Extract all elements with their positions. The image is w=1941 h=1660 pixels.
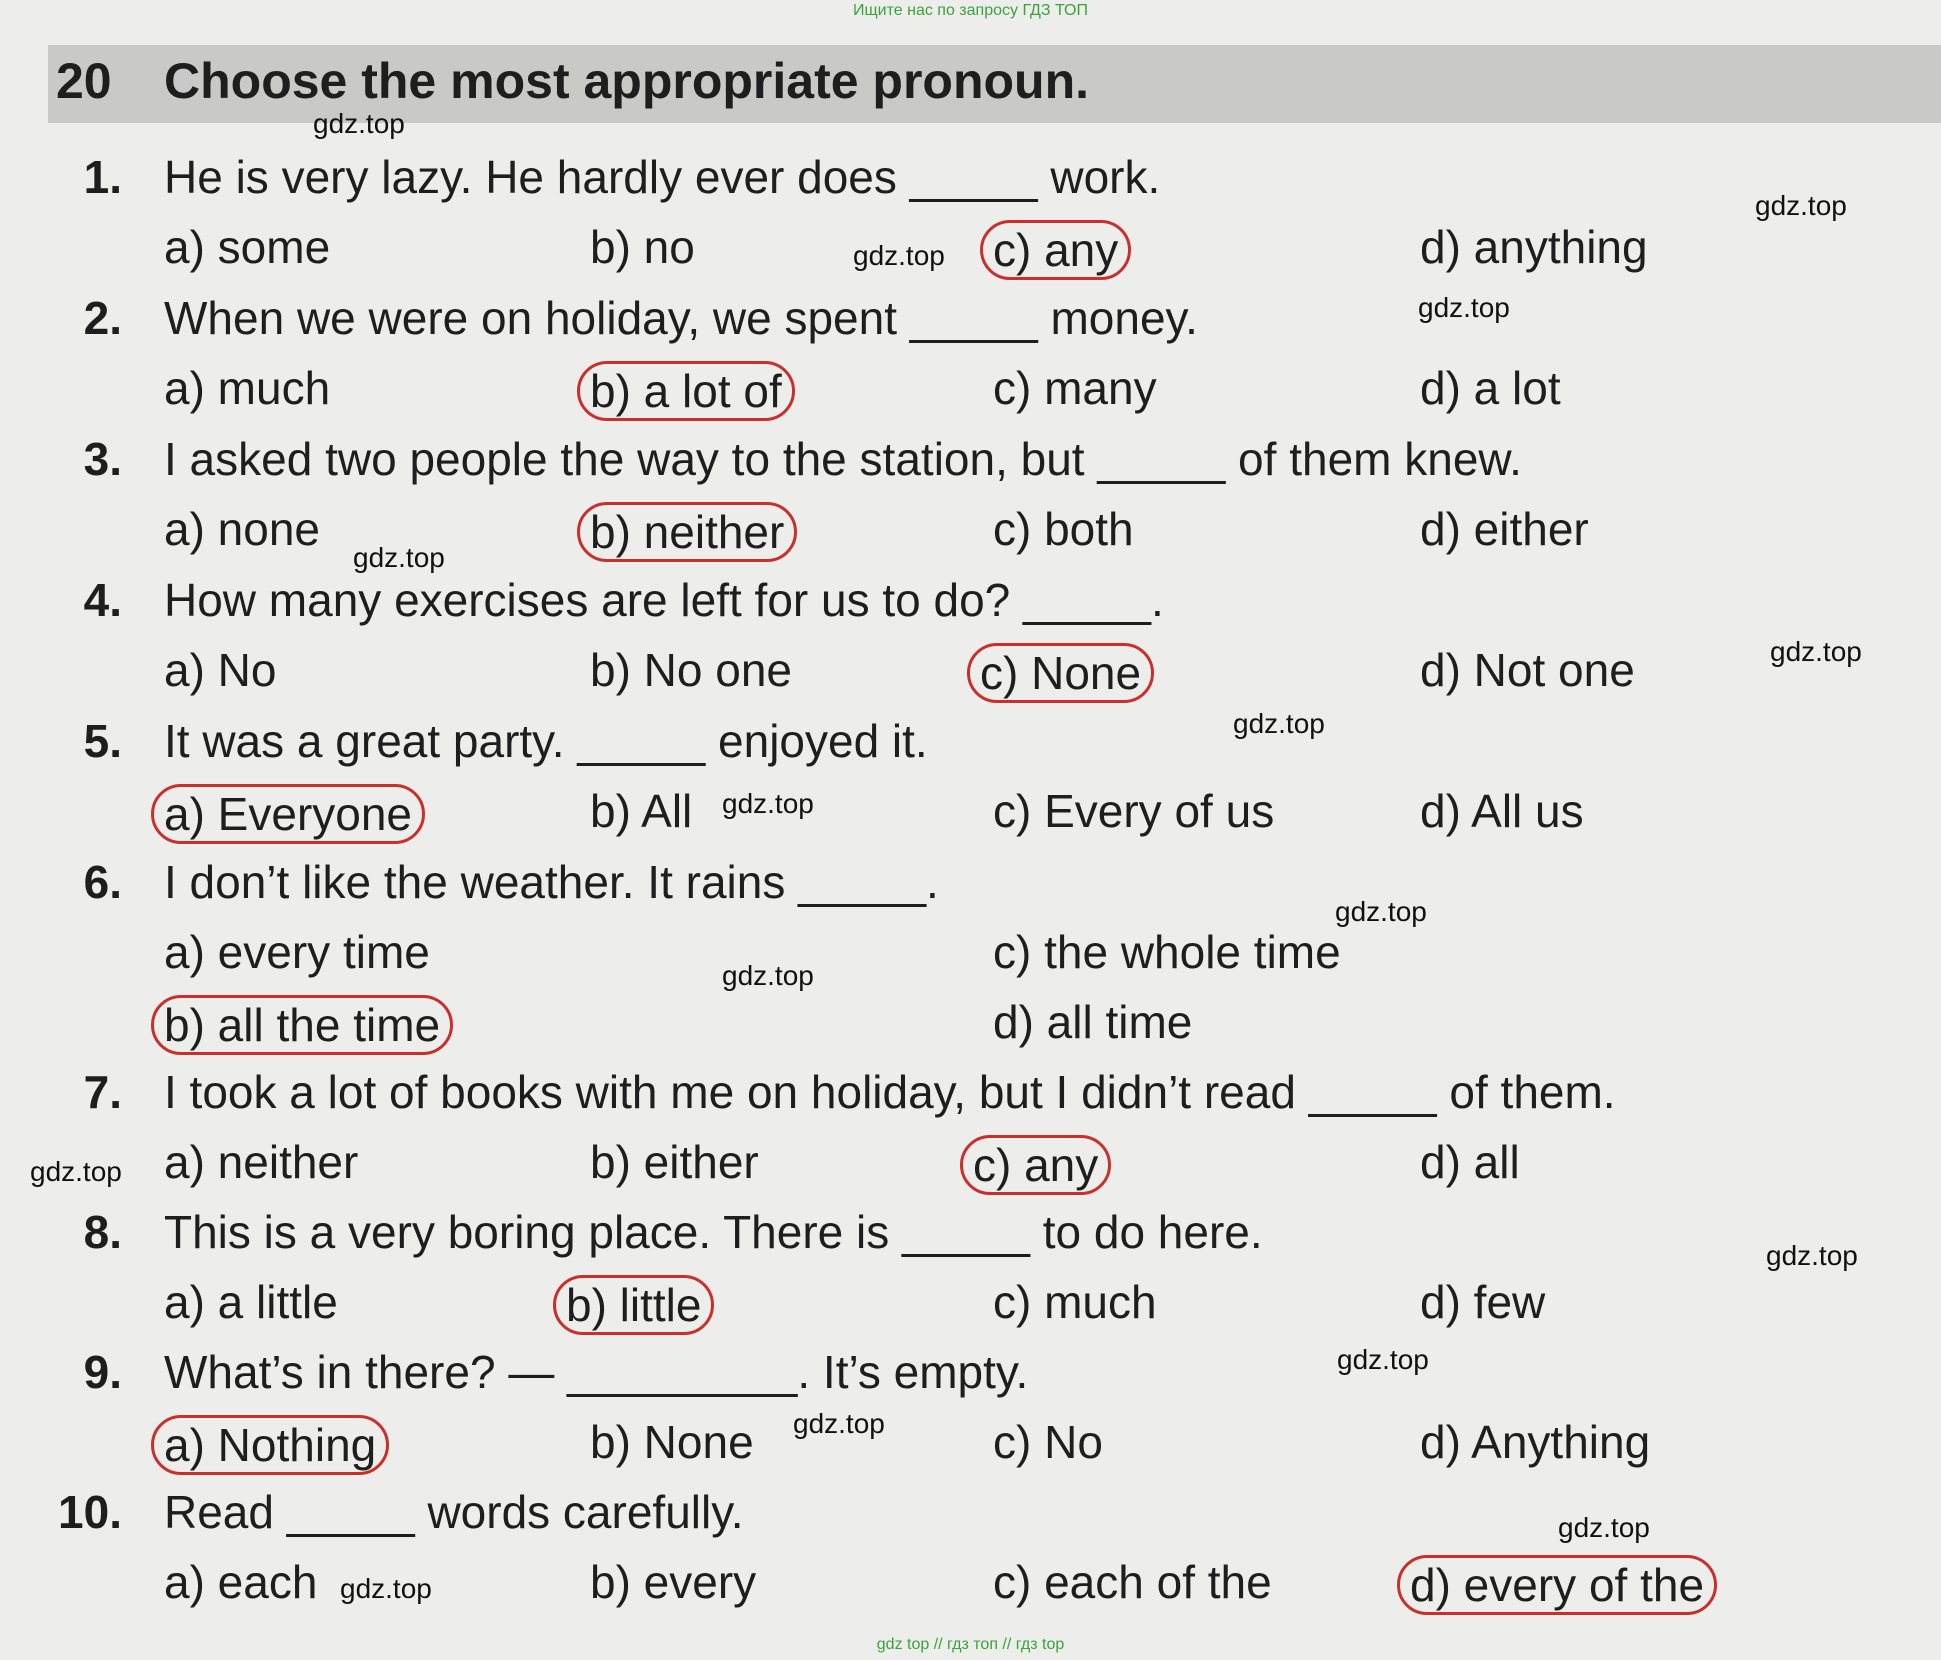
option-c[interactable]: c) Every of us	[993, 785, 1275, 837]
question-number: 10.	[58, 1486, 122, 1538]
question-number: 8.	[83, 1206, 122, 1258]
watermark: gdz.top	[1755, 190, 1847, 221]
option-a[interactable]: a) some	[164, 221, 331, 273]
option-a[interactable]: a) much	[164, 362, 331, 414]
option-c[interactable]: c) No	[993, 1416, 1103, 1468]
option-d[interactable]: d) All us	[1420, 785, 1584, 837]
watermark: gdz.top	[1337, 1344, 1429, 1375]
option-d[interactable]: d) Not one	[1420, 644, 1635, 696]
question-number: 7.	[83, 1066, 122, 1118]
watermark: gdz.top	[1558, 1512, 1650, 1543]
option-b[interactable]: b) None	[590, 1416, 754, 1468]
option-a[interactable]: a) every time	[164, 926, 430, 978]
option-a[interactable]: a) neither	[164, 1136, 359, 1188]
question-text: I took a lot of books with me on holiday, but I didn’t read _____ of them.	[164, 1066, 1616, 1118]
question-text: He is very lazy. He hardly ever does _____ work.	[164, 151, 1161, 203]
option-b-selected[interactable]: b) all the time	[151, 995, 453, 1055]
option-d[interactable]: d) all time	[993, 996, 1193, 1048]
question-number: 6.	[83, 856, 122, 908]
watermark: gdz.top	[853, 240, 945, 271]
option-d[interactable]: d) Anything	[1420, 1416, 1651, 1468]
option-a[interactable]: a) each	[164, 1556, 318, 1608]
watermark: gdz.top	[1766, 1240, 1858, 1271]
watermark: gdz.top	[313, 108, 405, 139]
exercise-title: Choose the most appropriate pronoun.	[164, 53, 1090, 109]
question-text: I asked two people the way to the station, but _____ of them knew.	[164, 433, 1522, 485]
option-d[interactable]: d) a lot	[1420, 362, 1561, 414]
question-number: 1.	[83, 151, 122, 203]
question-text: How many exercises are left for us to do? _____.	[164, 574, 1164, 626]
question-text: Read _____ words carefully.	[164, 1486, 744, 1538]
option-c-selected[interactable]: c) None	[967, 643, 1154, 703]
question-text: It was a great party. _____ enjoyed it.	[164, 715, 928, 767]
option-d-selected[interactable]: d) every of the	[1397, 1555, 1717, 1615]
option-d[interactable]: d) either	[1420, 503, 1589, 555]
option-c[interactable]: c) both	[993, 503, 1134, 555]
watermark: gdz.top	[793, 1408, 885, 1439]
option-a[interactable]: a) a little	[164, 1276, 338, 1328]
option-d[interactable]: d) few	[1420, 1276, 1546, 1328]
question-text: What’s in there? — _________. It’s empty.	[164, 1346, 1029, 1398]
option-a-selected[interactable]: a) Everyone	[151, 784, 425, 844]
watermark: gdz.top	[1770, 636, 1862, 667]
watermark: gdz.top	[1418, 292, 1510, 323]
question-number: 3.	[83, 433, 122, 485]
option-b[interactable]: b) No one	[590, 644, 793, 696]
question-text: When we were on holiday, we spent _____ money.	[164, 292, 1198, 344]
option-a[interactable]: a) No	[164, 644, 277, 696]
option-c-selected[interactable]: c) any	[980, 220, 1131, 280]
exercise-number: 20	[56, 53, 112, 109]
option-c[interactable]: c) each of the	[993, 1556, 1272, 1608]
site-note-top: Ищите нас по запросу ГДЗ ТОП	[853, 2, 1088, 19]
watermark: gdz.top	[1335, 896, 1427, 927]
watermark: gdz.top	[1233, 708, 1325, 739]
question-number: 2.	[83, 292, 122, 344]
question-number: 5.	[83, 715, 122, 767]
option-a[interactable]: a) none	[164, 503, 321, 555]
option-b[interactable]: b) either	[590, 1136, 759, 1188]
option-b-selected[interactable]: b) little	[553, 1275, 714, 1335]
site-note-bottom: gdz top // гдз топ // гдз top	[876, 1636, 1065, 1653]
option-c[interactable]: c) the whole time	[993, 926, 1341, 978]
option-b[interactable]: b) All	[590, 785, 693, 837]
question-text: I don’t like the weather. It rains _____.	[164, 856, 939, 908]
question-number: 4.	[83, 574, 122, 626]
question-number: 9.	[83, 1346, 122, 1398]
option-b[interactable]: b) no	[590, 221, 695, 273]
option-b-selected[interactable]: b) a lot of	[577, 361, 795, 421]
option-b[interactable]: b) every	[590, 1556, 757, 1608]
option-c-selected[interactable]: c) any	[960, 1135, 1111, 1195]
option-a-selected[interactable]: a) Nothing	[151, 1415, 389, 1475]
question-text: This is a very boring place. There is _____ to do here.	[164, 1206, 1263, 1258]
watermark: gdz.top	[340, 1573, 432, 1604]
watermark: gdz.top	[722, 788, 814, 819]
option-d[interactable]: d) anything	[1420, 221, 1648, 273]
watermark: gdz.top	[353, 542, 445, 573]
option-c[interactable]: c) much	[993, 1276, 1157, 1328]
option-c[interactable]: c) many	[993, 362, 1157, 414]
option-b-selected[interactable]: b) neither	[577, 502, 797, 562]
watermark: gdz.top	[30, 1156, 122, 1187]
watermark: gdz.top	[722, 960, 814, 991]
option-d[interactable]: d) all	[1420, 1136, 1520, 1188]
